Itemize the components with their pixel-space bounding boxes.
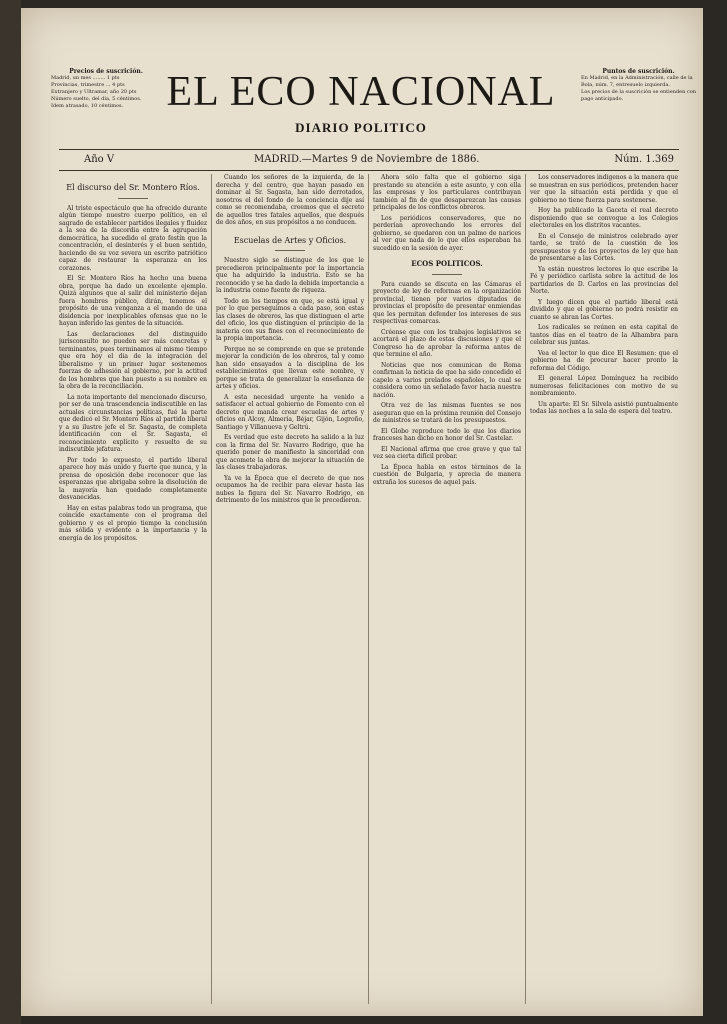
paragraph: La nota importante del mencionado discurso, por ser de una trascendencia indiscutible en las actuales circunstancias políticas, fué la parte que dedicó el Sr. Montero Ríos al partido liberal y a su ilustre jefe el Sr. Sagasta, de completa identificación con el Sr. Sagasta, el reconocimiento explícito y resuelto de su indiscutible jefatura. [59, 393, 207, 453]
column-rule [525, 174, 526, 1004]
prices-left-line: Número suelto, del día, 5 céntimos. [51, 96, 142, 102]
paragraph: Por todo lo expuesto, el partido liberal aparece hoy más unido y fuerte que nunca, y la prensa de oposición debe reconocer que las esperanzas que abrigaba sobre la disolución de la mayoría han quedado completamente desvanecidas. [59, 456, 207, 501]
subscription-prices-left [51, 68, 161, 110]
prices-left-line: Madrid, un mes ........ 1 pts [51, 75, 120, 81]
paragraph: Porque no se comprende en que se pretende mejorar la condición de los obreros, tal y como han sido ensayados a la disciplina de los establecimientos que llevan este nombre, y porque se trata de generalizar la enseñanza de artes y oficios. [216, 345, 364, 390]
paragraph: Ya están nuestros lectores lo que escribe la Fé y periódico carlista sobre la actitud de los partidarios de D. Carlos en las provincias del Norte. [530, 265, 678, 295]
newspaper-title: EL ECO NACIONAL [166, 69, 556, 115]
paragraph: Todo en los tiempos en que, se está igual y por lo que perseguimos a cada paso, son estas las clases de obreros, las que distinguen el arte del oficio, los que distinguen el principio de la materia con sus fines con el reconocimiento de la propia importancia. [216, 297, 364, 342]
paragraph: Vea el lector lo que dice El Resumen: que el gobierno ha de procurar hacer pronto la reforma del Código. [530, 349, 678, 372]
column-rule [368, 174, 369, 1004]
prices-left-line: Provincias, trimestre ... 4 pts [51, 82, 125, 88]
column-1 [59, 174, 207, 1004]
paragraph: Nuestro siglo se distingue de los que le precedieron principalmente por la importancia que ha adquirido la industria. Esto se ha reconocido y se ha dado la debida importancia a la industria como fuente de riqueza. [216, 257, 364, 294]
paragraph: Las declaraciones del distinguido jurisconsulto no pueden ser más concretas y terminantes, pues terminamos al mismo tiempo que era hoy el dia de la integración del liberalismo y un primer lugar sostenemos fuerzas de adhesión al gobierno, por la actitud de los hombres que han puesto a su nombre en la obra de la reconciliación. [59, 330, 207, 390]
paragraph: En el Consejo de ministros celebrado ayer tarde, se trató de la cuestión de los presupuestos y de los proyectos de ley que han de presentarse a las Cortes. [530, 232, 678, 262]
article-title: El discurso del Sr. Montero Ríos. [66, 183, 200, 192]
paragraph: La Época habla en estos términos de la cuestión de Bulgaria, y aprecia de manera extraña los sucesos de aquel país. [373, 463, 521, 486]
newspaper-page [21, 8, 703, 1016]
paragraph: Un aparte: El Sr. Silvela asistió puntualmente todas las noches a la sala de espera del teatro. [530, 400, 678, 415]
paragraph: Ahora sólo falta que el gobierno siga prestando su atención a este asunto, y con ella las empresas y los particulares contribuyan también al fin de que desaparezcan las causas principales de los conflictos obreros. [373, 174, 521, 211]
binding-edge [0, 0, 21, 1024]
paragraph: Los radicales se reúnen en esta capital de tantos días en el teatro de la Alhambra para celebrar sus juntas. [530, 324, 678, 346]
prices-left-line: Idem atrasado, 10 céntimos. [51, 103, 124, 109]
article-columns [59, 174, 681, 1004]
prices-right-heading: Puntos de suscrición. [602, 68, 675, 75]
paragraph: El Sr. Montero Ríos ha hecho una buena obra, porque ha dado un excelente ejemplo. Quizá algunos que al salir del ministerio dejan fuera hombres público, dirán, tenemos el propósito de una venganza a el mando de una disidencia por inexplicables ofensas que no le hayan inferido las gentes de la situación. [59, 275, 207, 327]
paragraph: El Nacional afirma que cree grave y que tal vez sea cierta difícil probar. [373, 445, 521, 460]
column-2 [216, 174, 364, 1004]
paragraph: Créense que con los trabajos legislativos se acortará el plazo de estas discusiones y que el Congreso ha de aprobar la reforma antes de que termine el año. [373, 328, 521, 358]
prices-left-line: Extranjero y Ultramar, año 20 pts [51, 89, 137, 95]
paragraph: Los conservadores indígenos a la manera que se muestran en sus periódicos, pretenden hacer ver que la situación está perdida y que el gobierno no tiene fuerza para sostenerse. [530, 174, 678, 204]
paragraph: Al triste espectáculo que ha ofrecido durante algún tiempo nuestro cuerpo político, en el sagrado de establecer partidos ilegales y fluidez a la sea de la discordia entre la agrupación democrática, ha sucedido el grato festín que la concentración, el desinterés y el buen sentido, haciendo de su voz severa un escrito patriótico capaz de restaurar la esperanza en los corazones. [59, 204, 207, 272]
title-separator [275, 250, 305, 251]
paragraph: Cuando los señores de la izquierda, de la derecha y del centro, que hayan pasado en dominar al Sr. Sagasta, han sido derrotados, nosotros el del fondo de la conciencia dije así como se recomendaba, creemos que el secreto de aquellos tres fatales aquellos, que después de dos años, en sus propósitos a no conducen. [216, 174, 364, 226]
title-separator [432, 274, 462, 275]
prices-right-line: En Madrid, en la Administración, calle de la Bola, núm. 7, entresuelo izquierda. [581, 75, 693, 88]
paragraph: Para cuando se discuta en las Cámaras el proyecto de ley de reformas en la organización provincial, tienen por varios diputados de provincias el propósito de presentar enmiendas que les permitan defender los intereses de sus respectivas comarcas. [373, 280, 521, 325]
section-heading: Escuelas de Artes y Oficios. [233, 235, 347, 245]
year-label: Año V [84, 154, 115, 165]
paragraph: Ya ve la Época que el decreto de que nos ocupamos ha de recibir para elevar hasta las nubes la figura del Sr. Navarro Rodrigo, en detrimento de los ministros que le precedieron. [216, 474, 364, 504]
paragraph: Es verdad que este decreto ha salido a la luz con la firma del Sr. Navarro Rodrigo, que ha querido poner de manifiesto la sinceridad con que acomete la obra de mejorar la situación de las clases trabajadoras. [216, 434, 364, 471]
column-rule [211, 174, 212, 1004]
issue-number: Núm. 1.369 [614, 154, 674, 165]
paragraph: Los periódicos conservadores, que no perderían aprovechando los errores del gobierno, se quedaron con un palmo de narices al ver que nada de lo que ellos esperaban ha sucedido en la sesión de ayer. [373, 214, 521, 252]
prices-left-heading: Precios de suscrición. [69, 68, 143, 75]
title-separator [118, 198, 148, 199]
section-heading: ECOS POLITICOS. [411, 259, 483, 268]
paragraph: Hoy ha publicado la Gaceta el real decreto disponiendo que se convoque a los Colegios electorales en los distritos vacantes. [530, 207, 678, 229]
subscription-points-right [581, 68, 696, 103]
prices-right-line: Los precios de la suscrición se entienden con pago anticipado. [581, 89, 696, 102]
masthead [21, 8, 703, 138]
column-3 [373, 174, 521, 1004]
place-date: MADRID.—Martes 9 de Noviembre de 1886. [254, 154, 480, 165]
paragraph: Hay en estas palabras todo un programa, que coincide exactamente con el programa del gobierno y es el propio tiempo la conclusión más sólida y evidente a la importancia y la energía de los propósitos. [59, 504, 207, 542]
newspaper-subtitle: DIARIO POLITICO [295, 120, 427, 135]
paragraph: El Globo reproduce todo lo que los diarios franceses han dicho en honor del Sr. Castelar. [373, 427, 521, 442]
paragraph: Noticias que nos comunican de Roma confirman la noticia de que ha sido concedido el capelo a varios prelados españoles, lo cual se considera como un señalado favor hacia nuestra nación. [373, 361, 521, 399]
paragraph: Y luego dicen que el partido liberal está dividido y que el gobierno no podrá resistir en cuanto se abran las Cortes. [530, 298, 678, 321]
dateline [59, 149, 679, 171]
paragraph: A esta necesidad urgente ha venido a satisfacer el actual gobierno de Fomento con el decreto que manda crear escuelas de artes y oficios en Alcoy, Almería, Béjar, Gijón, Logroño, Santiago y Villanueva y Geltrú. [216, 393, 364, 431]
column-4 [530, 174, 678, 1004]
paragraph: Otra vez de las mismas fuentes se nos aseguran que en la próxima reunión del Consejo de ministros se tratará de los presupuestos. [373, 402, 521, 424]
paragraph: El general López Domínguez ha recibido numerosas felicitaciones con motivo de su nombramiento. [530, 375, 678, 397]
